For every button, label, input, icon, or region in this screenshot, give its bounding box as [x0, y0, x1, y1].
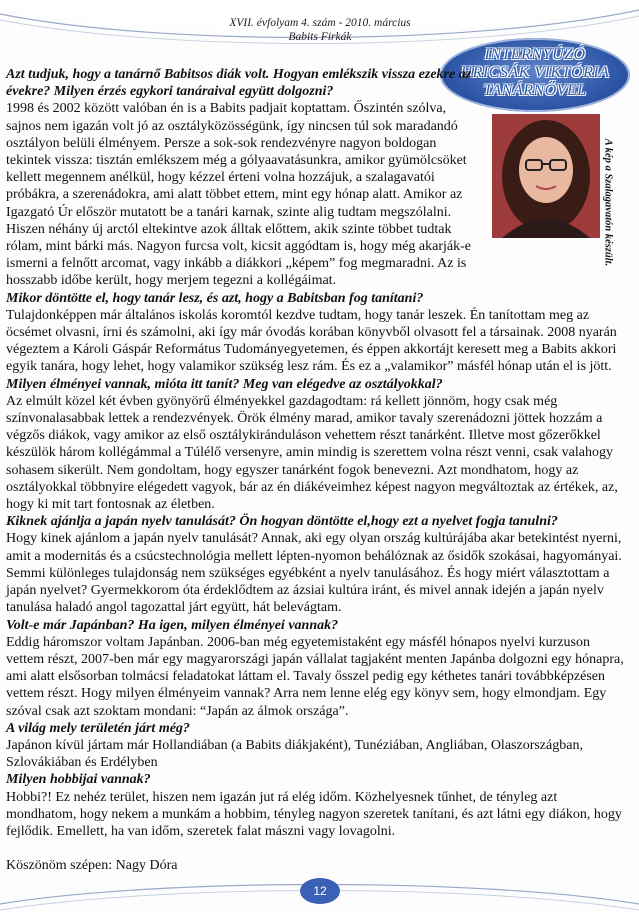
question-5: Volt-e már Japánban? Ha igen, milyen élményei vannak? [6, 617, 339, 633]
badge-line-2: HRICSÁK VIKTÓRIA [460, 64, 610, 81]
question-6: A világ mely területén járt még? [6, 720, 190, 736]
issue-line: XVII. évfolyam 4. szám - 2010. március [229, 17, 411, 29]
answer-3: Az elmúlt közel két évben gyönyörű élményekkel gazdagodtam: rá kellett jönnöm, hogy csak még színvonalasabbak lettek a rendezvények. Örök élmény marad, amikor tavaly szerenádozni jöttek hozzám a végzős diákok, vagy amikor az első osztálykiránduláson vehettem részt tanárként. Illetve most gőzerőkkel készülök három kollégámmal a Túlélő versenyre, amin mindig is szerettem volna részt venni, csak valahogy sohasem sikerült. Nem gondoltam, hogy egyszer tanárként fogok benevezni. Azt mondhatom, hogy az osztályokkal többnyire elégedett vagyok, bár az én diákéveimhez képest nagyon megváltoztak az értékek, az, hogy ki mit tart fontosnak az életben. [6, 393, 618, 513]
photo-caption: A kép a Szalagavatón készült. [602, 138, 614, 267]
answer-7: Hobbi?! Ez nehéz terület, hiszen nem igazán jut rá elég időm. Közhelyesnek tűnhet, de tényleg azt mondhatom, hogy nekem a munkám a hobbim, tényleg nagyon szeretek tanítani, és azt látni egy diákon, hogy fejlődik. Emellett, ha van időm, szeretek falat mászni vagy lovagolni. [6, 789, 622, 839]
page-header [170, 16, 470, 44]
answer-5: Eddig háromszor voltam Japánban. 2006-ban még egyetemistaként egy másfél hónapos nyelvi kurzuson vettem részt, 2007-ben már egy magyarországi japán vállalat tagjaként menten Japánba dolgozni egy hónapra, ami alatt elsősorban tolmácsi feladatokat láttam el. Tavaly ősszel pedig egy kéthetes tanári továbbképzésen vettem részt. Hogy milyen élményeim vannak? Arra nem lenne elég egy könyv sem, hogy elmondjam. Egy szóval csak azt szoktam mondani: “Japán az álmok országa”. [6, 634, 624, 719]
question-4: Kiknek ajánlja a japán nyelv tanulását? Ön hogyan döntötte el,hogy ezt a nyelvet fogja tanulni? [6, 514, 558, 530]
question-2: Mikor döntötte el, hogy tanár lesz, és azt, hogy a Babitsban fog tanítani? [6, 290, 424, 306]
question-3: Milyen élményei vannak, mióta itt tanít? Meg van elégedve az osztályokkal? [6, 376, 443, 392]
badge-line-3: TANÁRNŐVEL [483, 82, 587, 99]
answer-2: Tulajdonképpen már általános iskolás koromtól kezdve tudtam, hogy tanár leszek. Én tanítottam meg az öcsémet olvasni, írni és számolni, aki így már óvodás korában könyvből olvasott fel a társainak. 2008 nyarán végeztem a Károli Gáspár Református Tudományegyetemen, és éppen akkortájt keresett meg a Babits akkori egyik tanára, hogy lehet, hogy valamikor szükség lesz rám. És ez a „valamikor” másfél hónap után el is jött. [6, 307, 617, 375]
answer-4: Hogy kinek ajánlom a japán nyelv tanulását? Annak, aki egy olyan ország kultúrájába akar betekintést nyerni, amit a modernitás és a csúcstechnológia mellett lépten-nyomon behálóznak az ősidők szokásai, hagyományai. Semmi különleges tulajdonság nem szükséges egyébként a nyelv tanulásához. És hogy miért választottam a japán nyelvet? Gyermekkorom óta érdeklődtem az ázsiai kultúra iránt, és mivel annak idején a japán nyelv tanulása haladó angol tagozattal járt együtt, hát belevágtam. [6, 531, 622, 616]
answer-6: Japánon kívül jártam már Hollandiában (a Babits diákjaként), Tunéziában, Angliában, Olaszországban, Szlovákiában és Erdélyben [6, 737, 583, 771]
publication-name: Babits Firkák [288, 31, 352, 43]
answer-1: 1998 és 2002 között valóban én is a Babits padjait koptattam. Őszintén szólva, sajnos nem igazán volt jó az osztályközösségünk, így nincsen túl sok maradandó osztályon belüli élményem. Persze a sok-sok rendezvényre nagyon boldogan tekintek vissza: tisztán emlékszem még a gólyaavatásunkra, amikor gyümölcsöket kellett megennem anélkül, hogy kézzel érteni volna hozzájuk, a szalagavatói próbákra, a szerenádokra, ami alatt többet ettem, mint egy hónap alatt. Amikor az Igazgató Úr először mutatott be a tanári karnak, szinte alig tudtam megszólalni. Hiszen néhány új arctól eltekintve azok álltak előttem, akik szinte többet tudtak rólam, mint bárki más. Nagyon furcsa volt, kicsit aggódtam is, hogy még akarják-e ismerni a felnőtt arcomat, vagy inkább a diákkori „képem” fog megmaradni. Az is hosszabb időbe került, hogy merjem tegezni a kollégáimat. [6, 101, 471, 289]
page-number-badge: 12 [300, 878, 340, 904]
badge-line-1: INTERNYÚZÓ [484, 46, 586, 63]
interview-body [6, 66, 626, 840]
question-1: Azt tudjuk, hogy a tanárnő Babitsos diák volt. Hogyan emlékszik vissza ezekre az évekre? Milyen érzés egykori tanáraival együtt dolgozni? [6, 67, 472, 100]
author-credit: Köszönöm szépen: Nagy Dóra [6, 858, 178, 873]
question-7: Milyen hobbijai vannak? [6, 772, 151, 788]
